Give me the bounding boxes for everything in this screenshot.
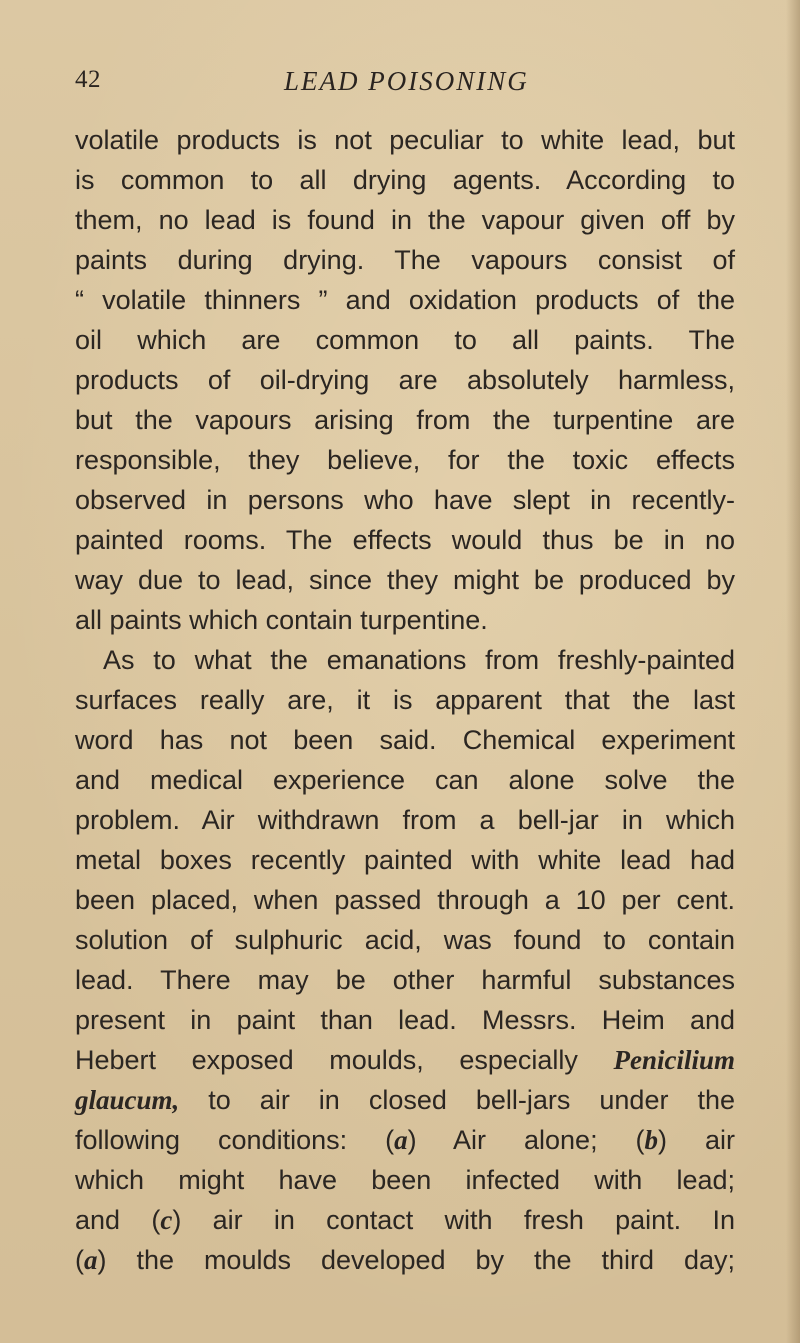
text-line: observed in persons who have slept in recently- — [75, 485, 735, 515]
text-line: but the vapours arising from the turpentine are — [75, 405, 735, 435]
italic-letter: c — [160, 1205, 173, 1235]
italic-letter: b — [644, 1125, 659, 1155]
text-line — [75, 1080, 735, 1120]
italic-species-name: Penicilium — [613, 1045, 735, 1075]
text-line: which might have been infected with lead; — [75, 1165, 735, 1195]
text-line: As to what the emanations from freshly-painted — [103, 645, 735, 675]
text-line — [75, 1240, 735, 1280]
text-line — [75, 1040, 735, 1080]
text-line: lead. There may be other harmful substances — [75, 965, 735, 995]
text-line: products of oil-drying are absolutely harmless, — [75, 365, 735, 395]
page-header — [75, 66, 735, 106]
page-edge-shadow — [786, 0, 800, 1343]
italic-letter: a — [84, 1245, 98, 1275]
text-run: following conditions: ( — [75, 1125, 395, 1155]
running-head: LEAD POISONING — [284, 66, 529, 96]
text-line: oil which are common to all paints. The — [75, 325, 735, 355]
text-line: painted rooms. The effects would thus be in no — [75, 525, 735, 555]
text-run: ) the moulds developed by the third day; — [97, 1245, 735, 1275]
text-line: solution of sulphuric acid, was found to contain — [75, 925, 735, 955]
italic-species-name: glaucum, — [75, 1085, 180, 1115]
text-line: is common to all drying agents. According to — [75, 165, 735, 195]
text-line: volatile products is not peculiar to white lead, but — [75, 125, 735, 155]
text-line: way due to lead, since they might be produced by — [75, 565, 735, 595]
text-line: them, no lead is found in the vapour given off by — [75, 205, 735, 235]
italic-letter: a — [394, 1125, 408, 1155]
body-text — [75, 120, 735, 1280]
text-line: word has not been said. Chemical experiment — [75, 725, 735, 755]
text-line: present in paint than lead. Messrs. Heim and — [75, 1005, 735, 1035]
text-line: responsible, they believe, for the toxic effects — [75, 445, 735, 475]
text-run: Hebert exposed moulds, especially — [75, 1045, 614, 1075]
text-run: and ( — [75, 1205, 161, 1235]
text-line: and medical experience can alone solve the — [75, 765, 735, 795]
text-line — [75, 1200, 735, 1240]
text-line: paints during drying. The vapours consist of — [75, 245, 735, 275]
text-line: problem. Air withdrawn from a bell-jar in which — [75, 805, 735, 835]
text-run: ) air — [658, 1125, 736, 1155]
text-line: all paints which contain turpentine. — [75, 605, 488, 635]
text-line — [75, 1120, 735, 1160]
text-run: ( — [75, 1245, 84, 1275]
text-run: ) air in contact with fresh paint. In — [172, 1205, 735, 1235]
text-line: surfaces really are, it is apparent that the last — [75, 685, 735, 715]
page-number: 42 — [75, 66, 101, 93]
text-run: to air in closed bell-jars under the — [179, 1085, 735, 1115]
text-line: “ volatile thinners ” and oxidation products of the — [75, 285, 735, 315]
text-line: been placed, when passed through a 10 per cent. — [75, 885, 735, 915]
text-run: ) Air alone; ( — [407, 1125, 645, 1155]
text-line: metal boxes recently painted with white lead had — [75, 845, 735, 875]
